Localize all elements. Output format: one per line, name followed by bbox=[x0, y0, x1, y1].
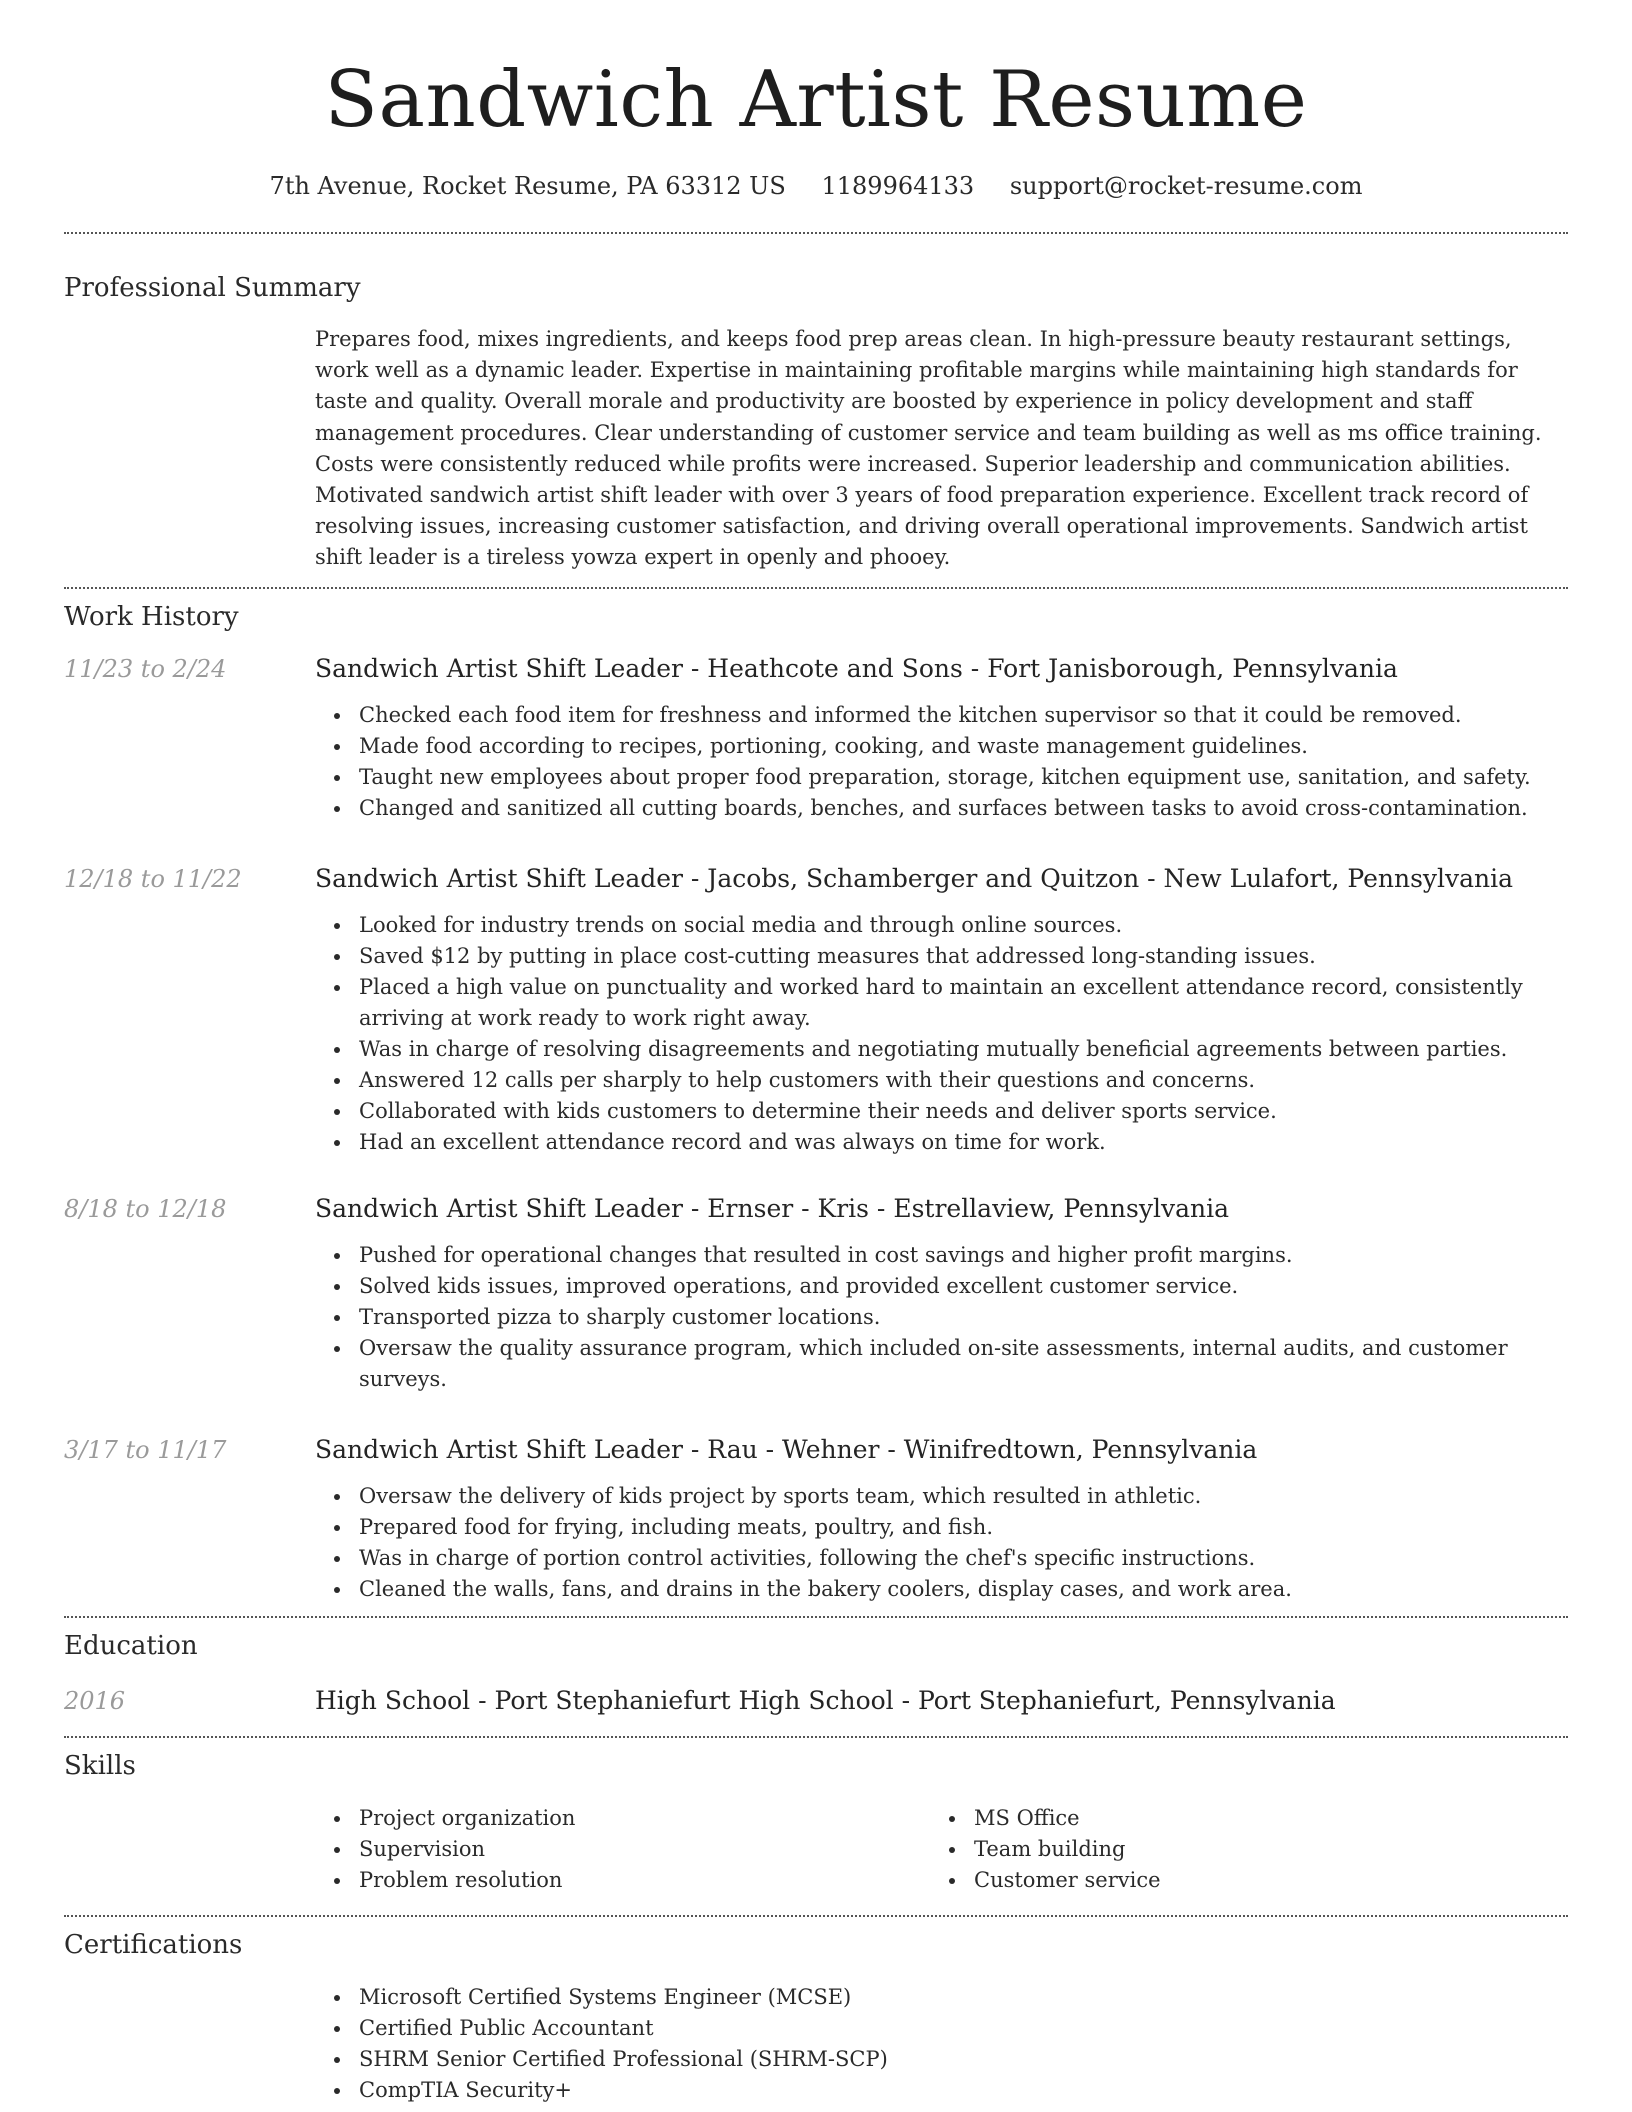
job-bullet: Transported pizza to sharply customer locations. bbox=[359, 1302, 1568, 1333]
section-title-summary: Professional Summary bbox=[64, 273, 361, 303]
job-title: Sandwich Artist Shift Leader - Ernser - Kris - Estrellaview, Pennsylvania bbox=[315, 1193, 1230, 1223]
job-entry bbox=[64, 652, 1568, 824]
summary-text: Prepares food, mixes ingredients, and keeps food prep areas clean. In high-pressure beauty restaurant settings, work well as a dynamic leader. Expertise in maintaining profitable margins while maintaining high standards for taste and quality. Overall morale and productivity are boosted by experience in policy development and staff management procedures. Clear understanding of customer service and team building as well as ms office training. Costs were consistently reduced while profits were increased. Superior leadership and communication abilities. Motivated sandwich artist shift leader with over 3 years of food preparation experience. Excellent track record of resolving issues, increasing customer satisfaction, and driving overall operational improvements. Sandwich artist shift leader is a tireless yowza expert in openly and phooey. bbox=[315, 327, 1542, 570]
job-bullet: Collaborated with kids customers to determine their needs and deliver sports service. bbox=[359, 1096, 1568, 1127]
skill-item: Supervision bbox=[359, 1834, 930, 1865]
job-bullet: Answered 12 calls per sharply to help customers with their questions and concerns. bbox=[359, 1065, 1568, 1096]
page-title: Sandwich Artist Resume bbox=[324, 55, 1308, 145]
skills-column-right bbox=[930, 1803, 1161, 1896]
job-bullet: Oversaw the delivery of kids project by sports team, which resulted in athletic. bbox=[359, 1481, 1568, 1512]
summary-section bbox=[64, 234, 1568, 574]
job-title: Sandwich Artist Shift Leader - Rau - Wehner - Winifredtown, Pennsylvania bbox=[315, 1434, 1258, 1464]
skill-item: Customer service bbox=[974, 1865, 1161, 1896]
section-title-certifications: Certifications bbox=[64, 1929, 243, 1960]
skills-column-left bbox=[315, 1803, 930, 1896]
education-degree: High School - Port Stephaniefurt High School - Port Stephaniefurt, Pennsylvania bbox=[315, 1685, 1336, 1715]
education-section bbox=[64, 1618, 1568, 1718]
contact-phone: 1189964133 bbox=[821, 172, 975, 200]
job-title: Sandwich Artist Shift Leader - Heathcote and Sons - Fort Janisborough, Pennsylvania bbox=[315, 653, 1398, 683]
skill-item: MS Office bbox=[974, 1803, 1161, 1834]
skill-item: Team building bbox=[974, 1834, 1161, 1865]
job-bullet: Was in charge of portion control activities, following the chef's specific instructions. bbox=[359, 1543, 1568, 1574]
job-bullet: Looked for industry trends on social media and through online sources. bbox=[359, 910, 1568, 941]
certifications-list bbox=[315, 1982, 1568, 2106]
job-entry bbox=[64, 862, 1568, 1158]
job-bullets bbox=[315, 1240, 1568, 1395]
skill-item: Project organization bbox=[359, 1803, 930, 1834]
section-title-skills: Skills bbox=[64, 1750, 136, 1781]
section-title-work-history: Work History bbox=[64, 601, 239, 632]
work-history-section bbox=[64, 589, 1568, 1605]
job-bullet: Pushed for operational changes that resulted in cost savings and higher profit margins. bbox=[359, 1240, 1568, 1271]
education-year: 2016 bbox=[64, 1686, 126, 1715]
job-bullet: Made food according to recipes, portioning, cooking, and waste management guidelines. bbox=[359, 731, 1568, 762]
job-bullet: Taught new employees about proper food preparation, storage, kitchen equipment use, sanitation, and safety. bbox=[359, 762, 1568, 793]
job-bullet: Placed a high value on punctuality and worked hard to maintain an excellent attendance record, consistently arriving at work ready to work right away. bbox=[359, 972, 1568, 1034]
job-entry bbox=[64, 1192, 1568, 1395]
job-bullet: Prepared food for frying, including meats, poultry, and fish. bbox=[359, 1512, 1568, 1543]
certification-item: SHRM Senior Certified Professional (SHRM-SCP) bbox=[359, 2044, 1568, 2075]
contact-email: support@rocket-resume.com bbox=[1009, 172, 1363, 200]
job-bullet: Was in charge of resolving disagreements and negotiating mutually beneficial agreements between parties. bbox=[359, 1034, 1568, 1065]
section-title-education: Education bbox=[64, 1630, 198, 1661]
certification-item: CompTIA Security+ bbox=[359, 2075, 1568, 2106]
job-list bbox=[64, 652, 1568, 1605]
job-dates: 8/18 to 12/18 bbox=[64, 1194, 227, 1223]
job-bullet: Checked each food item for freshness and informed the kitchen supervisor so that it could be removed. bbox=[359, 700, 1568, 731]
job-entry bbox=[64, 1433, 1568, 1605]
skills-list bbox=[64, 1803, 1568, 1896]
certifications-section bbox=[64, 1917, 1568, 2106]
job-bullet: Solved kids issues, improved operations, and provided excellent customer service. bbox=[359, 1271, 1568, 1302]
skills-section bbox=[64, 1738, 1568, 1896]
job-bullets bbox=[315, 910, 1568, 1158]
job-bullet: Had an excellent attendance record and was always on time for work. bbox=[359, 1127, 1568, 1158]
certification-item: Certified Public Accountant bbox=[359, 2013, 1568, 2044]
job-title: Sandwich Artist Shift Leader - Jacobs, Schamberger and Quitzon - New Lulafort, Pennsylvania bbox=[315, 863, 1514, 893]
job-dates: 12/18 to 11/22 bbox=[64, 864, 242, 893]
job-bullet: Oversaw the quality assurance program, which included on-site assessments, internal audits, and customer surveys. bbox=[359, 1333, 1568, 1395]
job-dates: 3/17 to 11/17 bbox=[64, 1435, 227, 1464]
education-entry bbox=[64, 1684, 1568, 1718]
contact-line bbox=[64, 170, 1568, 202]
contact-address: 7th Avenue, Rocket Resume, PA 63312 US bbox=[269, 172, 786, 200]
job-bullet: Saved $12 by putting in place cost-cutting measures that addressed long-standing issues. bbox=[359, 941, 1568, 972]
job-bullets bbox=[315, 1481, 1568, 1605]
job-bullets bbox=[315, 700, 1568, 824]
certification-item: Microsoft Certified Systems Engineer (MCSE) bbox=[359, 1982, 1568, 2013]
skill-item: Problem resolution bbox=[359, 1865, 930, 1896]
job-dates: 11/23 to 2/24 bbox=[64, 654, 227, 683]
resume-header bbox=[64, 0, 1568, 202]
job-bullet: Changed and sanitized all cutting boards, benches, and surfaces between tasks to avoid cross-contamination. bbox=[359, 793, 1568, 824]
job-bullet: Cleaned the walls, fans, and drains in the bakery coolers, display cases, and work area. bbox=[359, 1574, 1568, 1605]
